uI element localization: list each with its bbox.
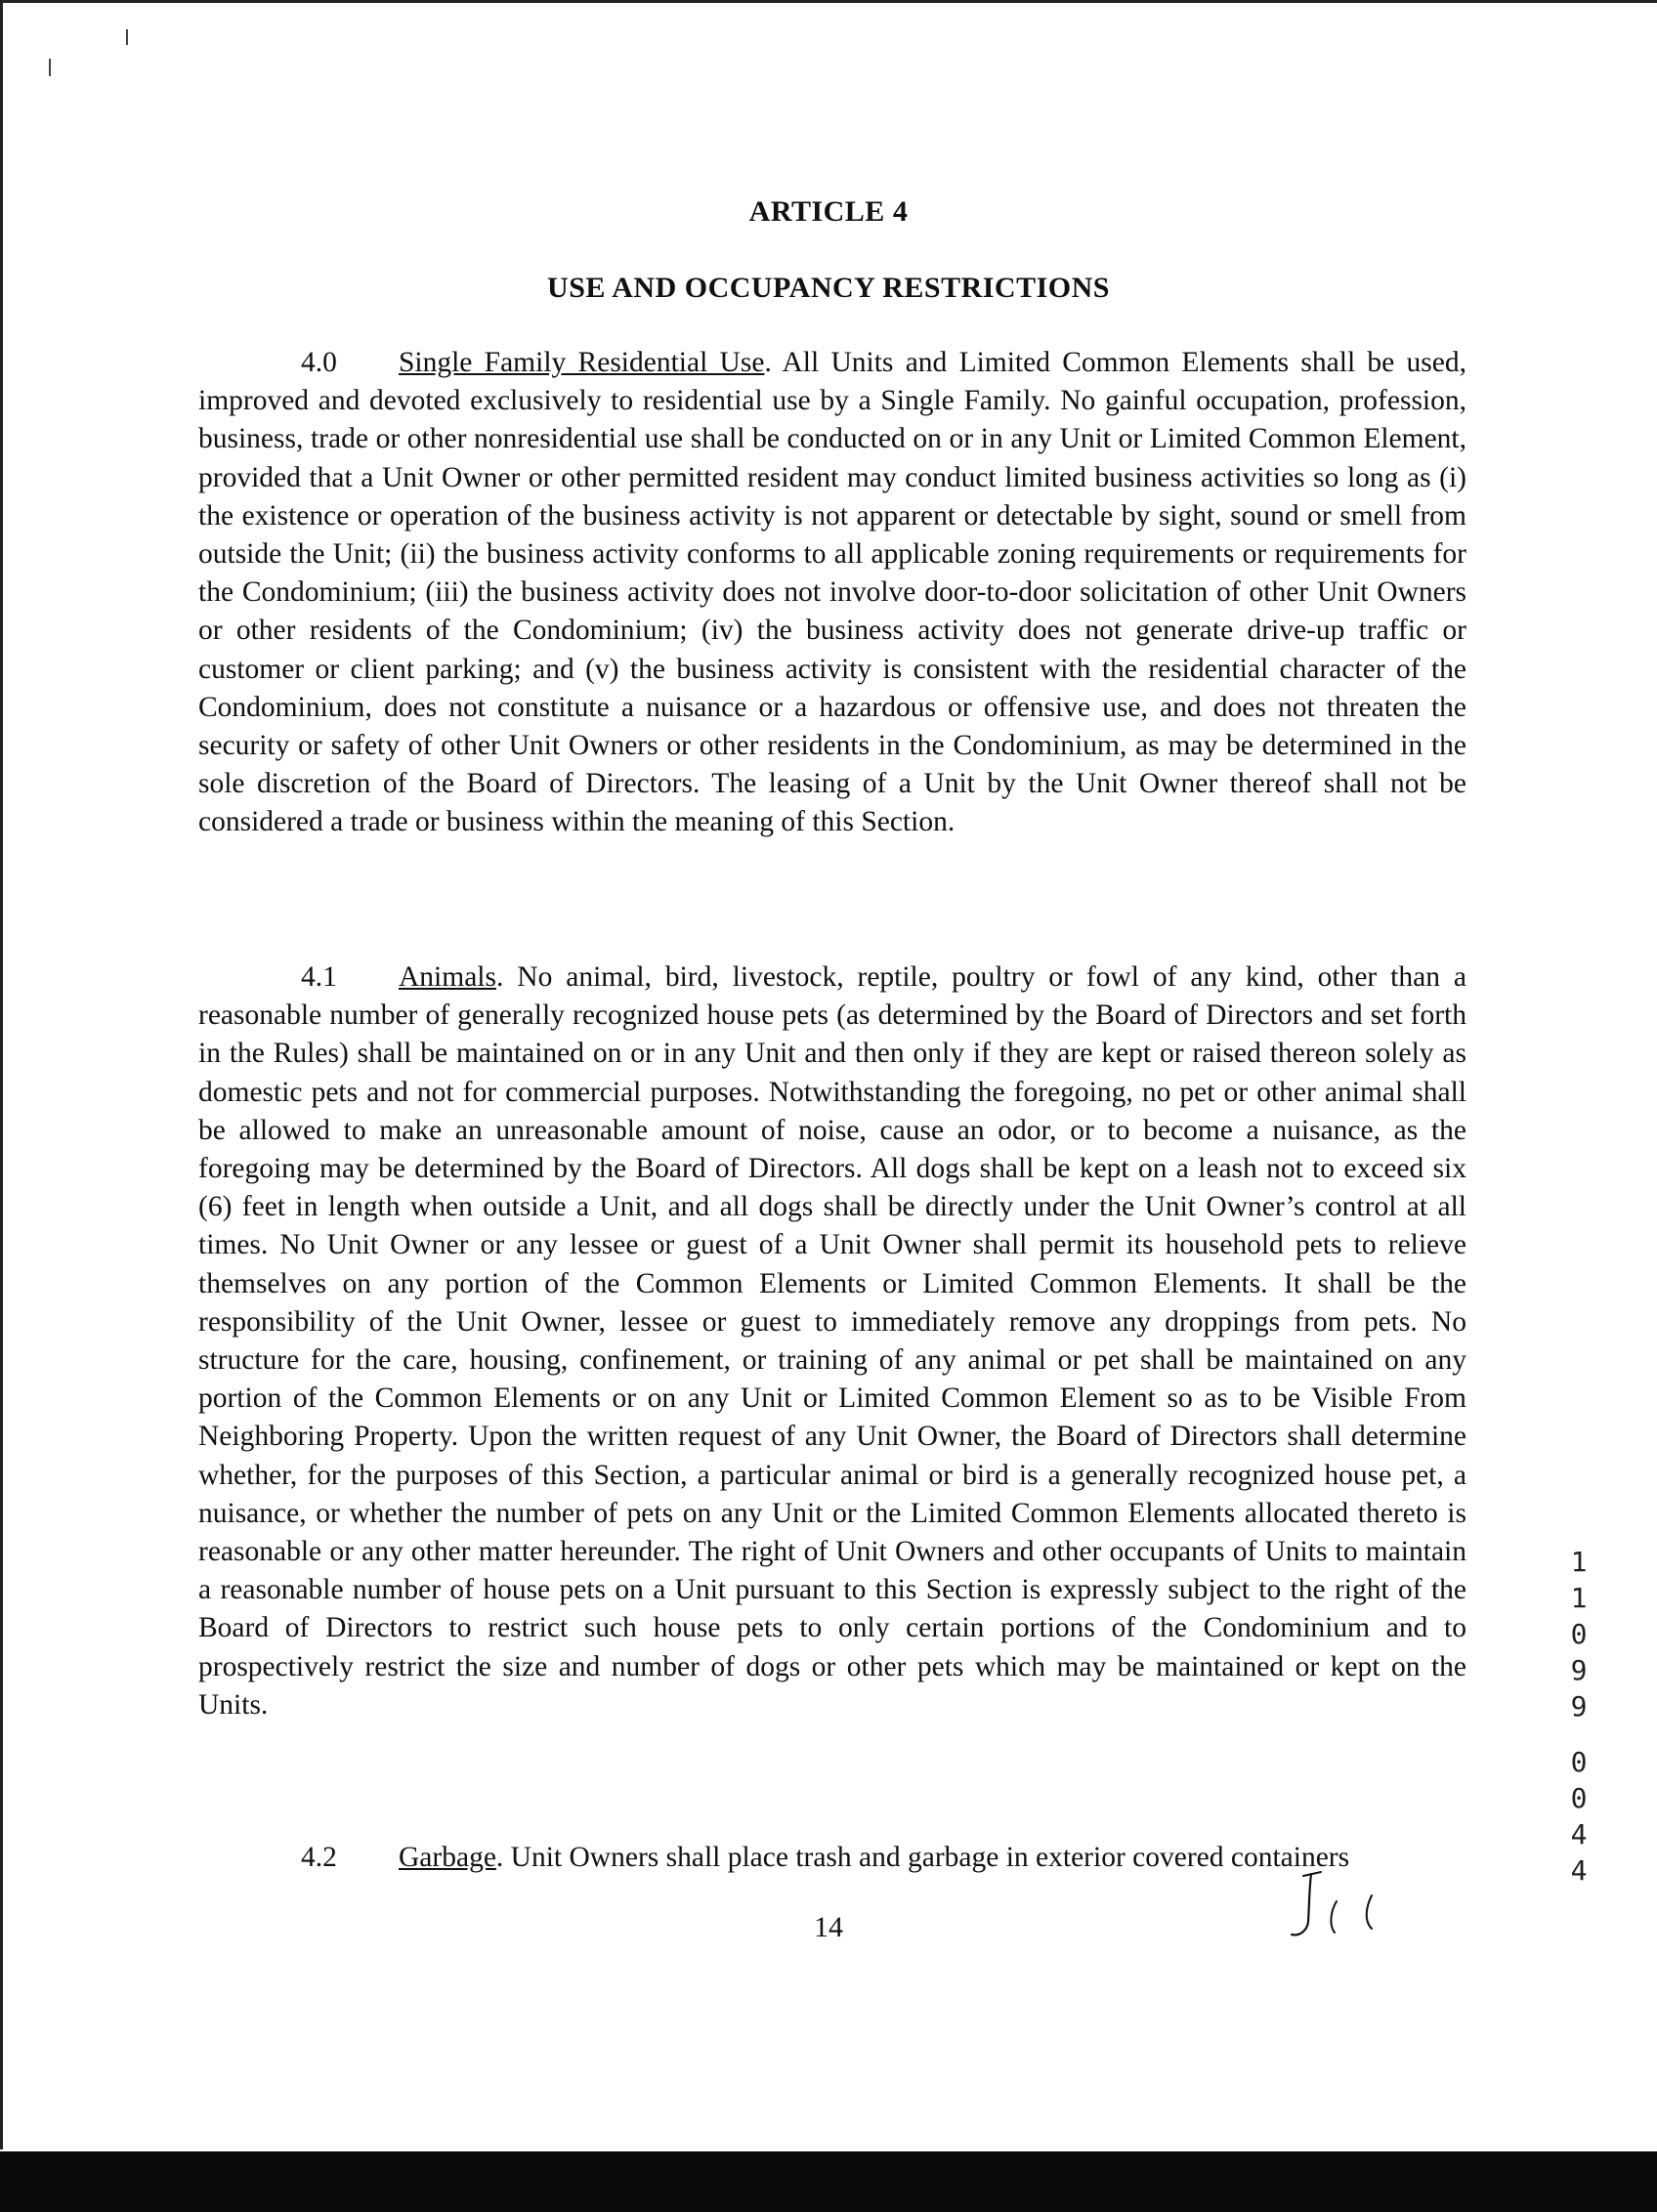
section-title: Animals — [399, 961, 496, 993]
page-number: 14 — [814, 1911, 843, 1943]
scan-bottom-band — [0, 2151, 1657, 2212]
scan-speck — [49, 59, 51, 76]
section-body: All Units and Limited Common Elements shall be used, improved and devoted exclusively to residential use by a Single Family. No gainful occupation, profession, business, trade or other nonresidential use shall be conducted on or in any Unit or Limited Common Element, provided that a Unit Owner or other permitted resident may conduct limited business activities so long as (i) the existence or operation of the business activity is not apparent or detectable by sight, sound or smell from outside the Unit; (ii) the business activity conforms to all applicable zoning requirements or requirements for the Condominium; (iii) the business activity does not involve door-to-door solicitation of other Unit Owners or other residents of the Condominium; (iv) the business activity does not generate drive-up traffic or customer or client parking; and (v) the business activity is consistent with the residential character of the Condominium, does not constitute a nuisance or a hazardous or offensive use, and does not threaten the security or safety of other Unit Owners or other residents in the Condominium, as may be determined in the sole discretion of the Board of Directors. The leasing of a Unit by the Unit Owner thereof shall not be considered a trade or business within the meaning of this Section. — [198, 347, 1467, 838]
stamp-digit: 1 — [1570, 1582, 1588, 1614]
scan-border-top — [0, 0, 1657, 3]
stamp-digit: 4 — [1570, 1818, 1588, 1850]
stamp-digit: 9 — [1570, 1690, 1588, 1723]
stamp-digit: 0 — [1570, 1782, 1588, 1814]
article-heading: ARTICLE 4 — [748, 195, 909, 228]
section-4-1: 4.1 Animals. No animal, bird, livestock, reptile, poultry or fowl of any kind, other than a reasonable number of generally recognized house pets (as determined by the Board of Directors and set forth in the Rules) shall be maintained on or in any Unit and then only if they are kept or raised thereon solely as domestic pets and not for commercial purposes. Notwithstanding the foregoing, no pet or other animal shall be allowed to make an unreasonable amount of noise, cause an odor, or to become a nuisance, as the foregoing may be determined by the Board of Directors. All dogs shall be kept on a leash not to exceed six (6) feet in length when outside a Unit, and all dogs shall be directly under the Unit Owner’s control at all times. No Unit Owner or any lessee or guest of a Unit Owner shall permit its household pets to relieve themselves on any portion of the Common Elements or Limited Common Elements. It shall be the responsibility of the Unit Owner, lessee or guest to immediately remove any droppings from pets. No structure for the care, housing, confinement, or training of any animal or pet shall be maintained on any portion of the Common Elements or on any Unit or Limited Common Element so as to be Visible From Neighboring Property. Upon the written request of any Unit Owner, the Board of Directors shall determine whether, for the purposes of this Section, a particular animal or bird is a generally recognized house pet, a nuisance, or whether the number of pets on any Unit or the Limited Common Elements allocated thereto is reasonable or any other matter hereunder. The right of Unit Owners and other occupants of Units to maintain a reasonable number of house pets on a Unit pursuant to this Section is expressly subject to the right of the Board of Directors to restrict such house pets to only certain portions of the Condominium and to prospectively restrict the size and number of dogs or other pets which may be maintained or kept on the Units. — [198, 958, 1466, 1724]
section-number: 4.0 — [301, 347, 337, 378]
stamp-digit: 1 — [1570, 1546, 1588, 1578]
article-title: USE AND OCCUPANCY RESTRICTIONS — [547, 272, 1110, 304]
stamp-digit: 0 — [1570, 1618, 1588, 1650]
stamp-digit: 4 — [1570, 1854, 1588, 1887]
section-title: Garbage — [399, 1842, 496, 1873]
stamp-digit: 0 — [1570, 1746, 1588, 1778]
scan-border-left — [0, 0, 3, 2149]
section-number: 4.2 — [301, 1842, 337, 1873]
section-4-0: 4.0 Single Family Residential Use. All Units and Limited Common Elements shall be used, improved and devoted exclusively to residential use by a Single Family. No gainful occupation, profession, business, trade or other nonresidential use shall be conducted on or in any Unit or Limited Common Element, provided that a Unit Owner or other permitted resident may conduct limited business activities so long as (i) the existence or operation of the business activity is not apparent or detectable by sight, sound or smell from outside the Unit; (ii) the business activity conforms to all applicable zoning requirements or requirements for the Condominium; (iii) the business activity does not involve door-to-door solicitation of other Unit Owners or other residents of the Condominium; (iv) the business activity does not generate drive-up traffic or customer or client parking; and (v) the business activity is consistent with the residential character of the Condominium, does not constitute a nuisance or a hazardous or offensive use, and does not threaten the security or safety of other Unit Owners or other residents in the Condominium, as may be determined in the sole discretion of the Board of Directors. The leasing of a Unit by the Unit Owner thereof shall not be considered a trade or business within the meaning of this Section. — [198, 344, 1466, 842]
section-4-2: 4.2 Garbage. Unit Owners shall place trash and garbage in exterior covered containers — [198, 1839, 1466, 1877]
section-body: Unit Owners shall place trash and garbage in exterior covered containers — [510, 1842, 1350, 1873]
section-body: No animal, bird, livestock, reptile, poultry or fowl of any kind, other than a reasonable number of generally recognized house pets (as determined by the Board of Directors and set forth in the Rules) shall be maintained on or in any Unit and then only if they are kept or raised thereon solely as domestic pets and not for commercial purposes. Notwithstanding the foregoing, no pet or other animal shall be allowed to make an unreasonable amount of noise, cause an odor, or to become a nuisance, as the foregoing may be determined by the Board of Directors. All dogs shall be kept on a leash not to exceed six (6) feet in length when outside a Unit, and all dogs shall be directly under the Unit Owner’s control at all times. No Unit Owner or any lessee or guest of a Unit Owner shall permit its household pets to relieve themselves on any portion of the Common Elements or Limited Common Elements. It shall be the responsibility of the Unit Owner, lessee or guest to immediately remove any droppings from pets. No structure for the care, housing, confinement, or training of any animal or pet shall be maintained on any portion of the Common Elements or on any Unit or Limited Common Element so as to be Visible From Neighboring Property. Upon the written request of any Unit Owner, the Board of Directors shall determine whether, for the purposes of this Section, a particular animal or bird is a generally recognized house pet, a nuisance, or whether the number of pets on any Unit or the Limited Common Elements allocated thereto is reasonable or any other matter hereunder. The right of Unit Owners and other occupants of Units to maintain a reasonable number of house pets on a Unit pursuant to this Section is expressly subject to the right of the Board of Directors to restrict such house pets to only certain portions of the Condominium and to prospectively restrict the size and number of dogs or other pets which may be maintained or kept on the Units. — [198, 961, 1466, 1721]
stamp-digit: 9 — [1570, 1654, 1588, 1686]
scan-speck — [126, 29, 128, 45]
section-number: 4.1 — [301, 961, 337, 993]
handwritten-initials — [1288, 1868, 1395, 1946]
recording-number-stamp — [1561, 1544, 1596, 1889]
section-title: Single Family Residential Use — [399, 347, 765, 378]
